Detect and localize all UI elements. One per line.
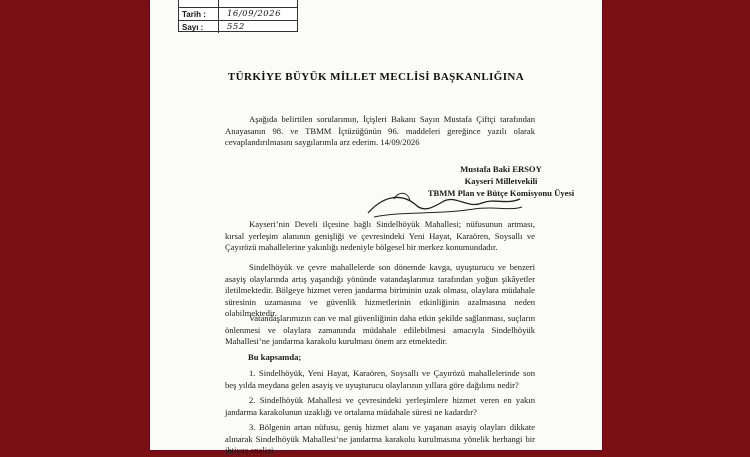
paragraph-1: Kayseri’nin Develi ilçesine bağlı Sindelhöyük Mahallesi; nüfusunun artması, kırsal yerleşim alanının genişliği ve çevresindeki Yeni Hayat, Karaören, Soysallı ve Çayırözü mahallelerine yakınlığı nedeniyle bölgesel bir merkez konumundadır. (225, 219, 535, 253)
stamp-date-label: Tarih : (179, 8, 219, 20)
signatory-role: TBMM Plan ve Bütçe Komisyonu Üyesi (427, 188, 575, 198)
stamp-number-label: Sayı : (179, 21, 219, 33)
document-page (150, 0, 602, 456)
document-title: TÜRKİYE BÜYÜK MİLLET MECLİSİ BAŞKANLIĞINA (227, 71, 525, 83)
registry-stamp (178, 0, 298, 32)
questions-heading: Bu kapsamda; (248, 352, 302, 362)
question-1: 1. Sindelhöyük, Yeni Hayat, Karaören, Soysallı ve Çayırözü mahallelerinde son beş yılda meydana gelen asayiş ve uyuşturucu olaylarının yıllara göre dağılımı nedir? (225, 368, 535, 390)
signatory-title: Kayseri Milletvekili (464, 176, 538, 186)
question-2: 2. Sindelhöyük Mahallesi ve çevresindeki yerleşimlere hizmet veren en yakın jandarma karakolunun uzaklığı ve ortalama müdahale süresi ne kadardır? (225, 395, 535, 417)
paragraph-3: Vatandaşlarımızın can ve mal güvenliğinin daha etkin şekilde sağlanması, suçların önlenmesi ve olaylara zamanında müdahale edilebilmesi amacıyla Sindelhöyük Mahallesi’ne jandarma karakolu kurulması önem arz etmektedir. (225, 313, 535, 347)
signatory-name: Mustafa Baki ERSOY (460, 164, 542, 174)
paragraph-2: Sindelhöyük ve çevre mahallelerde son dönemde kavga, uyuşturucu ve benzeri asayiş olaylarında artış yaşandığı yönünde vatandaşlarımız tarafından yoğun şikâyetler iletilmektedir. Bölgeye hizmet veren jandarma biriminin uzak olması, olaylara müdahale süresinin uzamasına ve güvenlik hizmetlerinin etkinliğinin azalmasına neden olabilmektedir. (225, 262, 535, 319)
signature-image (364, 187, 524, 223)
stamp-number-value: 552 (227, 22, 245, 32)
question-3: 3. Bölgenin artan nüfusu, geniş hizmet alanı ve yaşanan asayiş olayları dikkate alınarak Sindelhöyük Mahallesi’ne jandarma karakolu kurulmasına yönelik herhangi bir ihtiyaç analizi (225, 422, 535, 456)
intro-paragraph: Aşağıda belirtilen sorularımın, İçişleri Bakanı Sayın Mustafa Çiftçi tarafından Anayasanın 98. ve TBMM İçtüzüğünün 96. maddeleri gereğince yazılı olarak cevaplandırılmasını saygılarımla arz ederim. 14/09/2026 (225, 114, 535, 148)
stamp-date-value: 16/09/2026 (227, 9, 281, 19)
